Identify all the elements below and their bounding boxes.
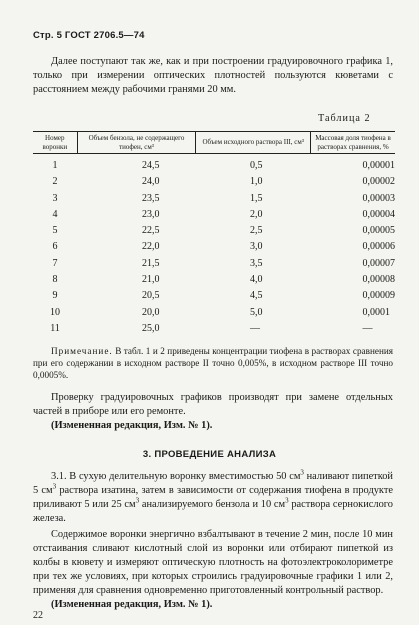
- cell-funnel: 3: [52, 192, 58, 204]
- cell-fraction: 0,00001: [362, 160, 395, 171]
- cell-fraction: 0,00009: [362, 290, 395, 302]
- cell-benzene: 20,5: [142, 290, 160, 302]
- cell-benzene: 21,5: [142, 257, 160, 269]
- cell-fraction: 0,00003: [362, 192, 395, 204]
- table-row: [33, 321, 395, 337]
- cell-solution: 4,0: [249, 274, 263, 286]
- table-header-row: [33, 132, 395, 154]
- cell-benzene: 22,0: [142, 241, 160, 253]
- cell-fraction: 0,00004: [362, 208, 395, 220]
- cell-solution: 3,5: [249, 257, 263, 269]
- cell-solution: 1,5: [249, 192, 263, 204]
- cell-benzene: 21,0: [142, 274, 160, 286]
- table-row: [33, 288, 395, 304]
- cell-fraction: —: [362, 322, 373, 334]
- amendment-note-2: (Измененная редакция, Изм. № 1).: [51, 599, 213, 611]
- cell-funnel: 10: [50, 306, 61, 318]
- clause-3-1-text: 3.1. В сухую делительную воронку вместимостью 50 $см^3$ наливают пипеткой 5 $см^3$ раствора изатина, затем в зависимости от содержания тиофена в продукте приливают 5 или 25 $см^3$ анализируемого бензола и 10 $см^3$ раствора сернокислого железа.: [33, 468, 393, 525]
- cell-funnel: 11: [50, 322, 60, 334]
- table-note: [33, 345, 393, 381]
- cell-funnel: 7: [52, 257, 58, 269]
- cell-fraction: 0,00005: [362, 225, 395, 237]
- cell-funnel: 6: [52, 241, 58, 253]
- page-number: 22: [33, 610, 43, 621]
- table-row: [33, 207, 395, 223]
- table-row: [33, 239, 395, 255]
- cell-benzene: 24,5: [142, 160, 160, 171]
- check-paragraph: [33, 391, 393, 433]
- cell-fraction: 0,00007: [362, 257, 395, 269]
- col-header-benzene: Объем бензола, не содержащего тиофен, см³: [77, 132, 196, 154]
- table-row: [33, 174, 395, 190]
- cell-solution: 2,0: [249, 208, 263, 220]
- clause-3-1: [33, 470, 393, 526]
- col-header-funnel: Номер воронки: [33, 132, 77, 154]
- cell-solution: —: [249, 322, 260, 334]
- check-text: Проверку градуировочных графиков производят при замене отдельных частей в приборе или его ремонте.: [33, 392, 393, 418]
- table-row: [33, 223, 395, 239]
- cell-benzene: 23,5: [142, 192, 160, 204]
- table-row: [33, 256, 395, 272]
- table-row: [33, 154, 395, 175]
- intro-paragraph: [33, 55, 393, 97]
- table-row: [33, 305, 395, 321]
- table-row: [33, 191, 395, 207]
- page-header: Стр. 5 ГОСТ 2706.5—74: [33, 30, 145, 41]
- cell-fraction: 0,00002: [362, 176, 395, 188]
- cell-benzene: 24,0: [142, 176, 160, 188]
- cell-funnel: 5: [52, 225, 58, 237]
- intro-text: Далее поступают так же, как и при построении градуировочного графика 1, только при измерении оптических плотностей пользуются кюветами с расстоянием между рабочими гранями 20 мм.: [33, 56, 393, 95]
- cell-solution: 2,5: [249, 225, 263, 237]
- amendment-note-1: (Измененная редакция, Изм. № 1).: [51, 420, 213, 432]
- table-caption: Таблица 2: [318, 113, 371, 124]
- cell-funnel: 8: [52, 274, 58, 286]
- table-2: [33, 131, 395, 337]
- cell-funnel: 2: [52, 176, 58, 188]
- cell-fraction: 0,00006: [362, 241, 395, 253]
- section-heading: 3. ПРОВЕДЕНИЕ АНАЛИЗА: [142, 449, 277, 461]
- cell-benzene: 22,5: [142, 225, 160, 237]
- cell-fraction: 0,00008: [362, 274, 395, 286]
- cell-funnel: 9: [52, 290, 58, 302]
- col-header-solution: Объем исходного раствора III, см³: [196, 132, 311, 154]
- cell-fraction: 0,0001: [362, 306, 390, 318]
- procedure-paragraph: [33, 528, 393, 612]
- cell-funnel: 4: [52, 208, 58, 220]
- note-text: В табл. 1 и 2 приведены концентрации тиофена в растворах сравнения при его содержании в исходном растворе II точно 0,005%, в исходном растворе III точно 0,0005%.: [33, 346, 394, 381]
- col-header-fraction: Массовая доля тиофена в растворах сравнения, %: [311, 132, 396, 154]
- cell-benzene: 23,0: [142, 208, 160, 220]
- note-label: Примечание.: [51, 346, 113, 357]
- cell-benzene: 20,0: [142, 306, 160, 318]
- table-row: [33, 272, 395, 288]
- cell-solution: 4,5: [249, 290, 263, 302]
- cell-solution: 0,5: [249, 160, 263, 171]
- cell-solution: 3,0: [249, 241, 263, 253]
- procedure-text: Содержимое воронки энергично взбалтывают в течение 2 мин, после 10 мин отстаивания сливают кислотный слой из воронки или отбирают пипеткой из колбы в кювету и измеряют оптическую плотность на фотоэлектроколориметре при тех же условиях, при которых строились градуировочные графики 1 или 2, применяя для сравнения одновременно приготовленный контрольный раствор.: [33, 529, 393, 597]
- cell-solution: 5,0: [249, 306, 263, 318]
- cell-benzene: 25,0: [142, 322, 160, 334]
- cell-funnel: 1: [52, 160, 58, 171]
- cell-solution: 1,0: [249, 176, 263, 188]
